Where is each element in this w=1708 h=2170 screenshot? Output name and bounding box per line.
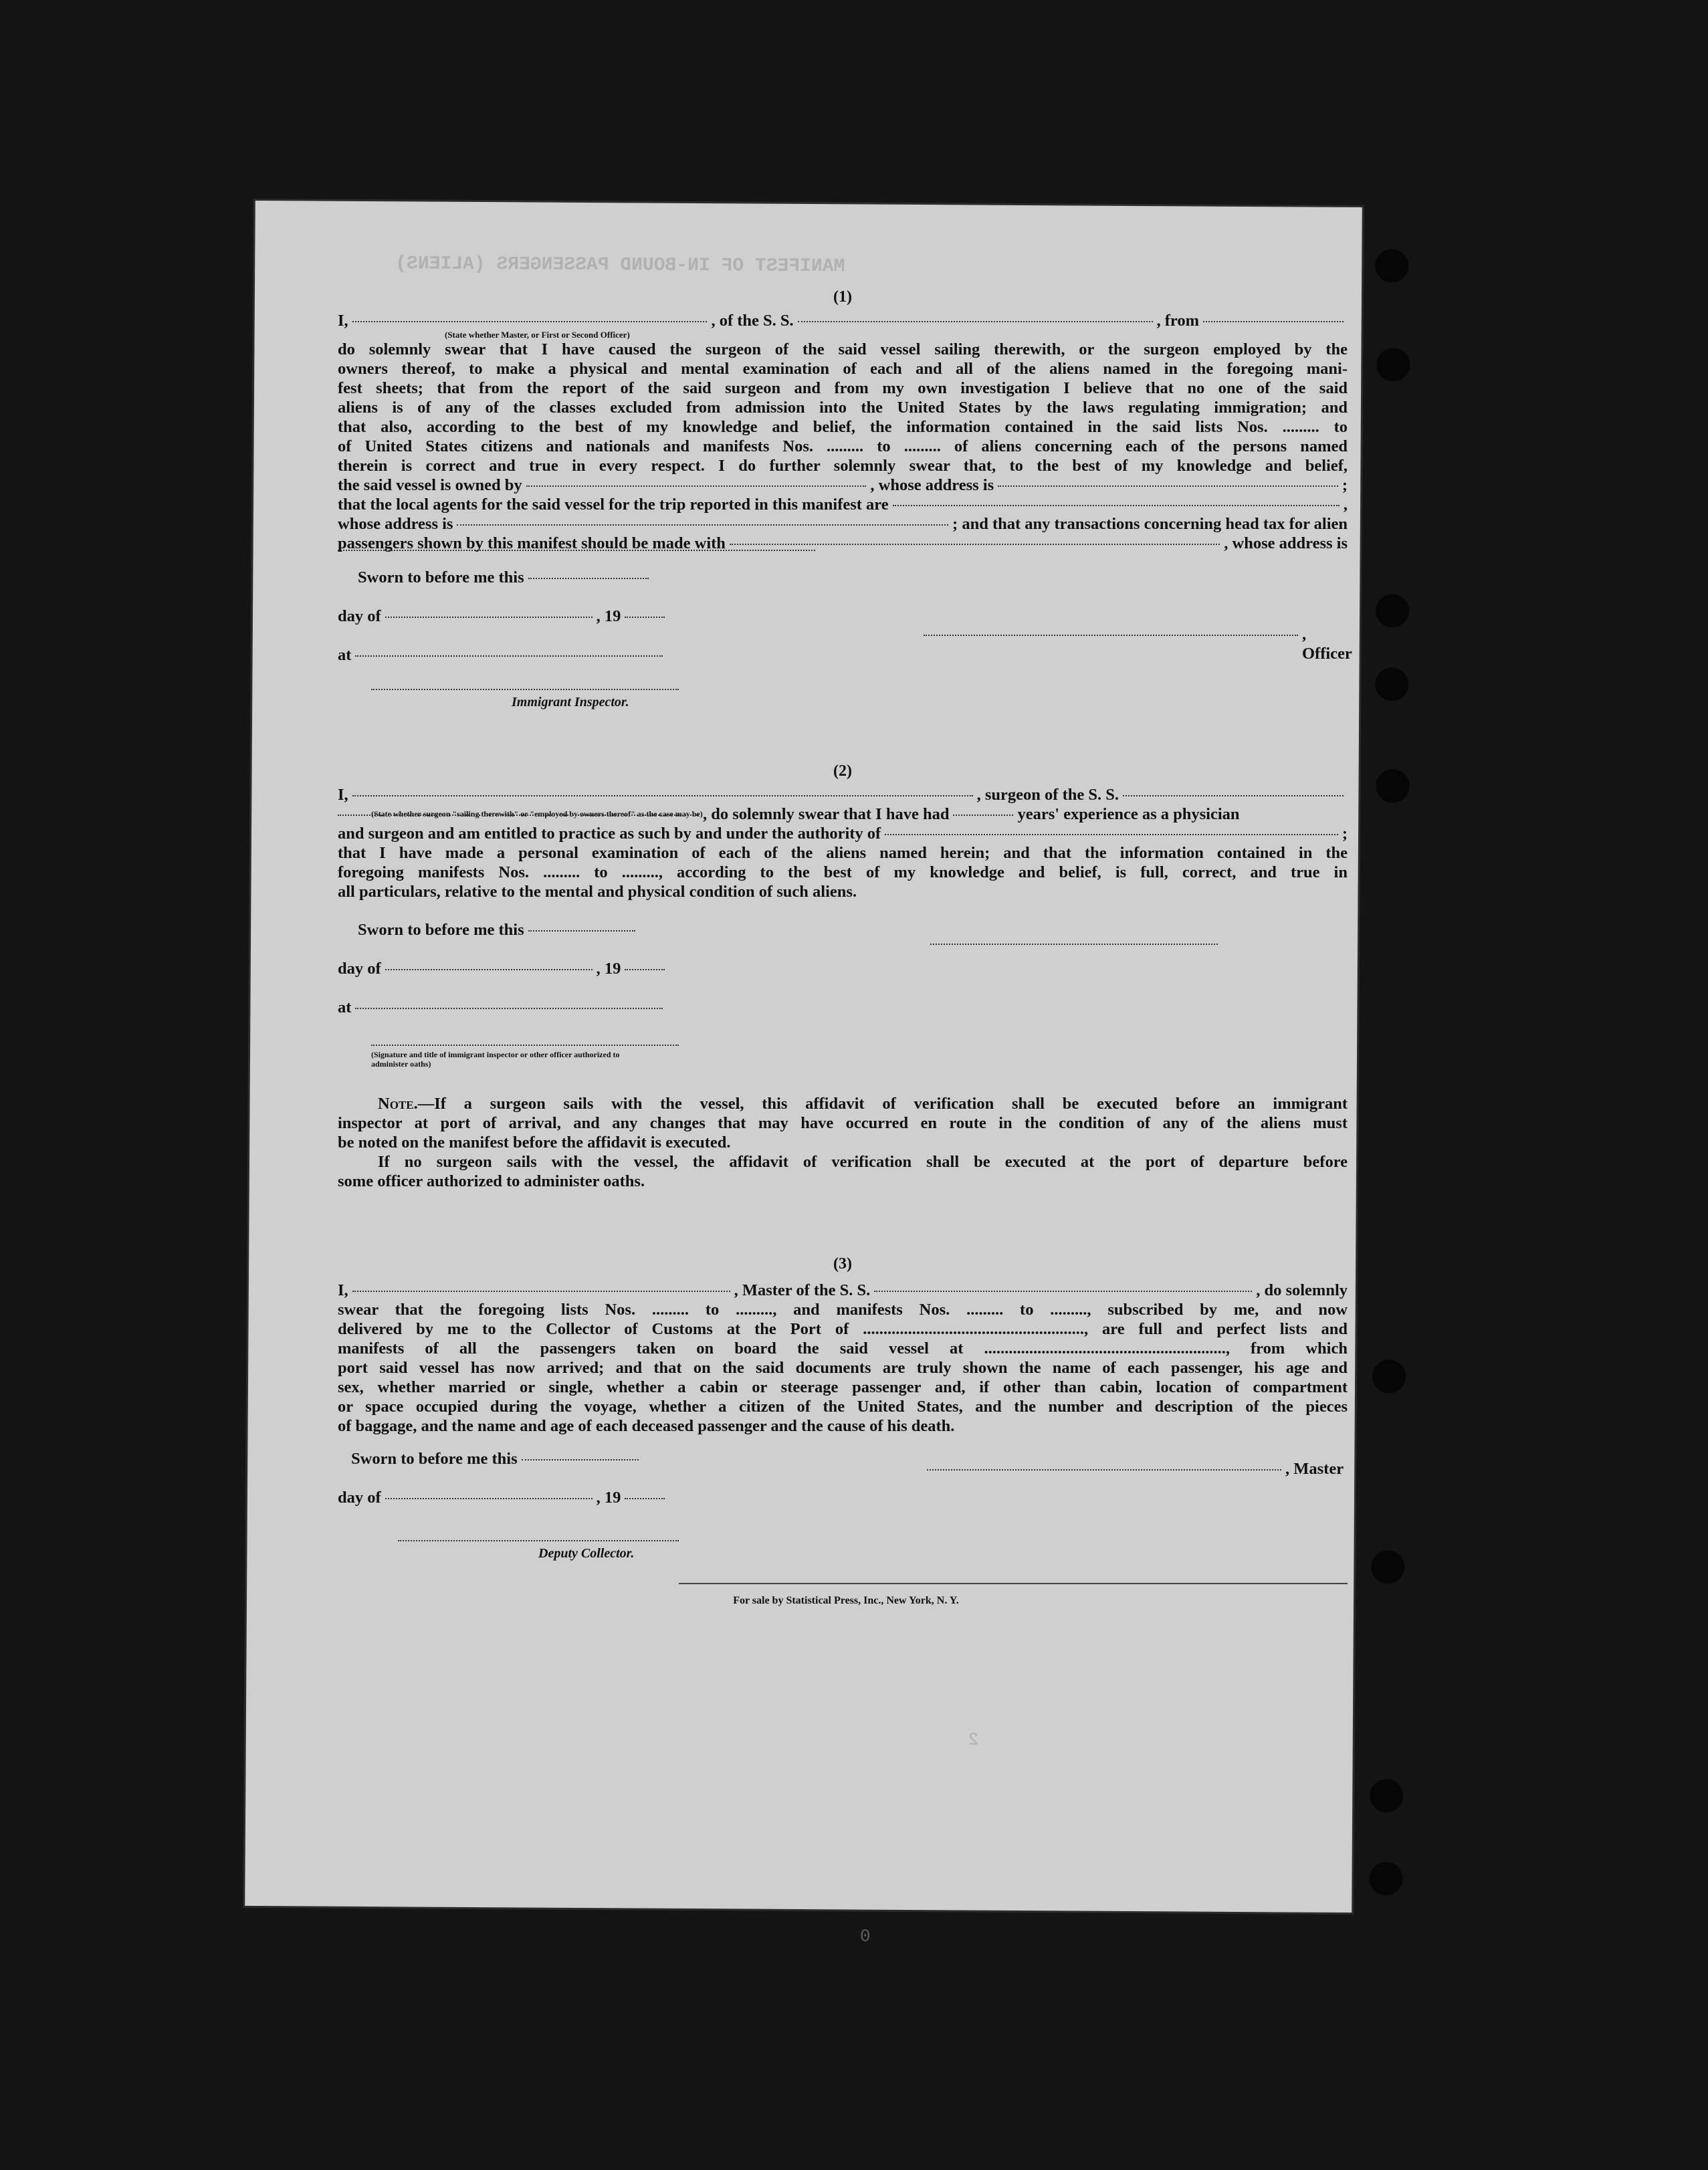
surgeon-signature: [926, 947, 1222, 948]
field-caption: (State whether Master, or First or Second Officer): [445, 330, 630, 340]
section-number: (3): [833, 1255, 852, 1273]
bleed-through-mark: 0: [859, 1926, 871, 1947]
section3-paragraph: swear that the foregoing lists Nos. ......... to ........., and manifests Nos. ......... to ........., subscribed by me, and now delivered by me to the Collector of Customs at the Port of ......................................................, are full and perfect lists and manifests of all the passengers taken on board the said vessel at ..........................................................., from which port said vessel has now arrived; and that on the said documents are truly shown the name of each passenger, his age and sex, whether married or single, whether a cabin or steerage passenger and, if other than cabin, location of compartment or space occupied during the voyage, whether a citizen of the United States, and the number and description of the pieces of baggage, and the name and age of each deceased passenger and the cause of his death.: [338, 1301, 1348, 1435]
officer-signature-field[interactable]: [924, 635, 1298, 636]
section-number: (1): [833, 288, 852, 306]
section2-opening-line: I, , surgeon of the S. S.: [338, 785, 1348, 804]
inspector-signature-line[interactable]: [371, 688, 679, 690]
field-caption: (State whether surgeon "sailing therewith" or "employed by owners thereof" as the case may be): [371, 809, 703, 819]
punch-hole: [1375, 249, 1408, 282]
bleed-through-header: MANIFEST OF IN-BOUND PASSENGERS (ALIENS): [395, 253, 845, 278]
officer-signature-line[interactable]: [371, 1044, 679, 1046]
head-tax-address-line: [338, 553, 819, 554]
master-signature-field[interactable]: [927, 1469, 1281, 1471]
section1-signature-block: Sworn to before me this day of , 19 at Immigrant Inspector. , Officer: [338, 568, 1348, 722]
master-signature: , Master: [923, 1459, 1344, 1479]
punch-hole: [1371, 1550, 1404, 1584]
departure-port-field[interactable]: [1203, 321, 1344, 322]
deputy-signature-line[interactable]: [398, 1539, 679, 1541]
agents-address-line: whose address is ; and that any transactions concerning head tax for alien: [338, 515, 1348, 533]
sworn-date-field[interactable]: [528, 578, 649, 579]
section3-signature-block: Sworn to before me this day of , 19 Deputy Collector. , Master: [338, 1449, 1348, 1583]
footer-rule: [679, 1583, 1348, 1584]
surgeon-vessel-field[interactable]: [1123, 795, 1344, 796]
owner-line: the said vessel is owned by , whose address is ;: [338, 476, 1348, 494]
deputy-caption: Deputy Collector.: [538, 1546, 635, 1561]
punch-hole: [1376, 594, 1409, 627]
sworn-place-field[interactable]: [355, 1008, 663, 1009]
sworn-date-field[interactable]: [528, 930, 635, 932]
punch-hole: [1370, 1779, 1403, 1812]
sworn-month-field[interactable]: [385, 969, 593, 970]
vessel-name-field[interactable]: [798, 321, 1153, 322]
master-vessel-field[interactable]: [874, 1291, 1252, 1292]
note-paragraph: Note.—If a surgeon sails with the vessel, this affidavit of verification shall be executed before an immigrant inspector at port of arrival, and any changes that may have occurred en route in the condition of any of the aliens must be noted on the manifest before the affidavit is executed. If no surgeon sails with the vessel, the affidavit of verification shall be executed at the port of departure before some officer authorized to administer oaths.: [338, 1095, 1348, 1190]
sworn-year-field[interactable]: [625, 969, 665, 970]
sworn-year-field[interactable]: [625, 1498, 665, 1499]
section3-opening-line: I, , Master of the S. S. , do solemnly: [338, 1281, 1348, 1299]
section-number: (2): [833, 762, 852, 780]
agents-field[interactable]: [893, 505, 1340, 506]
head-tax-agent-field[interactable]: [730, 544, 1220, 545]
sworn-year-field[interactable]: [625, 617, 665, 618]
head-tax-address-field[interactable]: [338, 550, 815, 551]
authority-field[interactable]: [885, 834, 1338, 835]
section2-paragraph: that I have made a personal examination of each of the aliens named herein; and that the information contained in the foregoing manifests Nos. ......... to ........., according to the best of my knowledge and belief, is full, correct, and true in all particulars, relative to the mental and physical condition of such aliens.: [338, 844, 1348, 901]
punch-hole: [1375, 667, 1408, 701]
section1-paragraph: do solemnly swear that I have caused the surgeon of the said vessel sailing therewith, or the surgeon employed by the owners thereof, to make a physical and mental examination of each and all of the aliens named in the foregoing mani- fest sheets; that from the report of the said surgeon and from my own investigation I believe that no one of the said aliens is of any of the classes excluded from admission into the United States by the laws regulating immigration; and that also, according to the best of my knowledge and belief, the information contained in the said lists Nos. ......... to of United States citizens and nationals and manifests Nos. ......... to ......... of aliens concerning each of the persons named therein is correct and true in every respect. I do further solemnly swear that, to the best of my knowledge and belief,: [338, 340, 1348, 475]
officer-name-field[interactable]: [352, 321, 708, 322]
master-name-field[interactable]: [352, 1291, 730, 1292]
punch-hole: [1369, 1862, 1402, 1895]
officer-signature: , Officer: [920, 625, 1352, 663]
years-experience-field[interactable]: [953, 815, 1013, 816]
agents-line: that the local agents for the said vessel for the trip reported in this manifest are ,: [338, 496, 1348, 514]
owner-field[interactable]: [526, 485, 867, 487]
authority-line: and surgeon and am entitled to practice as such by and under the authority of ;: [338, 825, 1348, 843]
sworn-date-field[interactable]: [522, 1459, 639, 1460]
inspector-caption: Immigrant Inspector.: [512, 695, 629, 710]
printer-imprint: For sale by Statistical Press, Inc., New York, N. Y.: [733, 1595, 959, 1606]
section2-signature-block: Sworn to before me this day of , 19 at (Signature and title of immigrant inspector or other officer authorized to administer oaths): [338, 920, 1348, 1087]
punch-hole: [1376, 348, 1410, 381]
punch-hole: [1376, 769, 1409, 802]
section1-opening-line: I, , of the S. S. , from: [338, 311, 1348, 330]
agents-address-field[interactable]: [457, 524, 948, 526]
surgeon-name-field[interactable]: [352, 795, 973, 796]
surgeon-status-field[interactable]: [338, 815, 699, 816]
surgeon-status-line: , do solemnly swear that I have had years' experience as a physician: [338, 804, 1348, 824]
sworn-month-field[interactable]: [385, 617, 593, 618]
head-tax-line: passengers shown by this manifest should be made with , whose address is: [338, 534, 1348, 552]
sworn-month-field[interactable]: [385, 1498, 593, 1499]
bleed-through-mark: 2: [968, 1729, 979, 1750]
signature-caption: (Signature and title of immigrant inspector or other officer authorized to administer oaths): [371, 1050, 620, 1069]
surgeon-signature-field[interactable]: [930, 944, 1218, 945]
punch-hole: [1372, 1360, 1406, 1393]
owner-address-field[interactable]: [998, 485, 1338, 487]
sworn-place-field[interactable]: [355, 655, 663, 657]
affidavit-form: [338, 288, 1352, 1610]
